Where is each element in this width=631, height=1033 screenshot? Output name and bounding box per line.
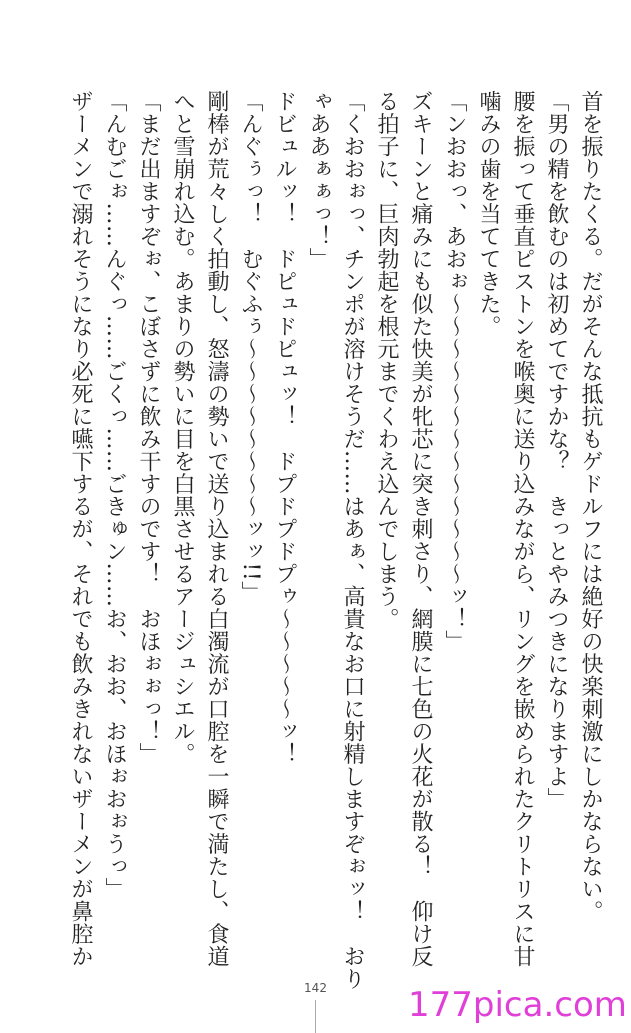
- text-line: 噛みの歯を当ててきた。: [476, 90, 501, 338]
- page-number: 142: [304, 981, 327, 995]
- text-line: ゃああぁぁっ！」: [306, 90, 331, 270]
- text-line: 「んむごぉ……んぐっ……ごくっ……ごきゅン……お、おお、おほぉおぉうっ」: [102, 90, 127, 900]
- text-line: 「くおおぉっ、チンポが溶けそうだ……はあぁ、高貴なお口に射精しますぞぉッ！ おり: [340, 90, 365, 990]
- text-line: 剛棒が荒々しく拍動し、怒濤の勢いで送り込まれる白濁流が口腔を一瞬で満たし、食道: [204, 90, 229, 968]
- text-line: 「男の精を飲むのは初めてですかな？ きっとやみつきになりますよ」: [544, 90, 569, 810]
- text-line: 「まだ出ますぞぉ、こぼさずに飲み干すのです！ おほぉぉっ！」: [136, 90, 161, 765]
- watermark-text: 177pica.com: [408, 985, 627, 1025]
- text-line: る拍子に、巨肉勃起を根元までくわえ込んでしまう。: [374, 90, 399, 630]
- text-line: 「ンおおっ、あおぉ～～～～～～～～～～～～～ッ！」: [442, 90, 467, 653]
- text-line: ズキーンと痛みにも似た快美が牝芯に突き刺さり、網膜に七色の火花が散る！ 仰け反: [408, 90, 433, 968]
- page-number-rule: [315, 1000, 316, 1033]
- text-line: ザーメンで溺れそうになり必死に嚥下するが、それでも飲みきれないザーメンが鼻腔か: [68, 90, 93, 968]
- text-line: 首を振りたくる。だがそんな抵抗もゲドルフには絶好の快楽刺激にしかならない。: [578, 90, 603, 923]
- text-line: へと雪崩れ込む。あまりの勢いに目を白黒させるアージュシエル。: [170, 90, 195, 765]
- text-line: ドビュルッ！ ドピュドピュッ！ ドプドプドプゥ～～～～～ッ！: [272, 90, 297, 765]
- text-line: 腰を振って垂直ピストンを喉奥に送り込みながら、リングを嵌められたクリトリスに甘: [510, 90, 535, 968]
- text-line: 「んぐぅっ！ むぐふぅ～～～～～～～～ッッ!!」: [238, 90, 263, 604]
